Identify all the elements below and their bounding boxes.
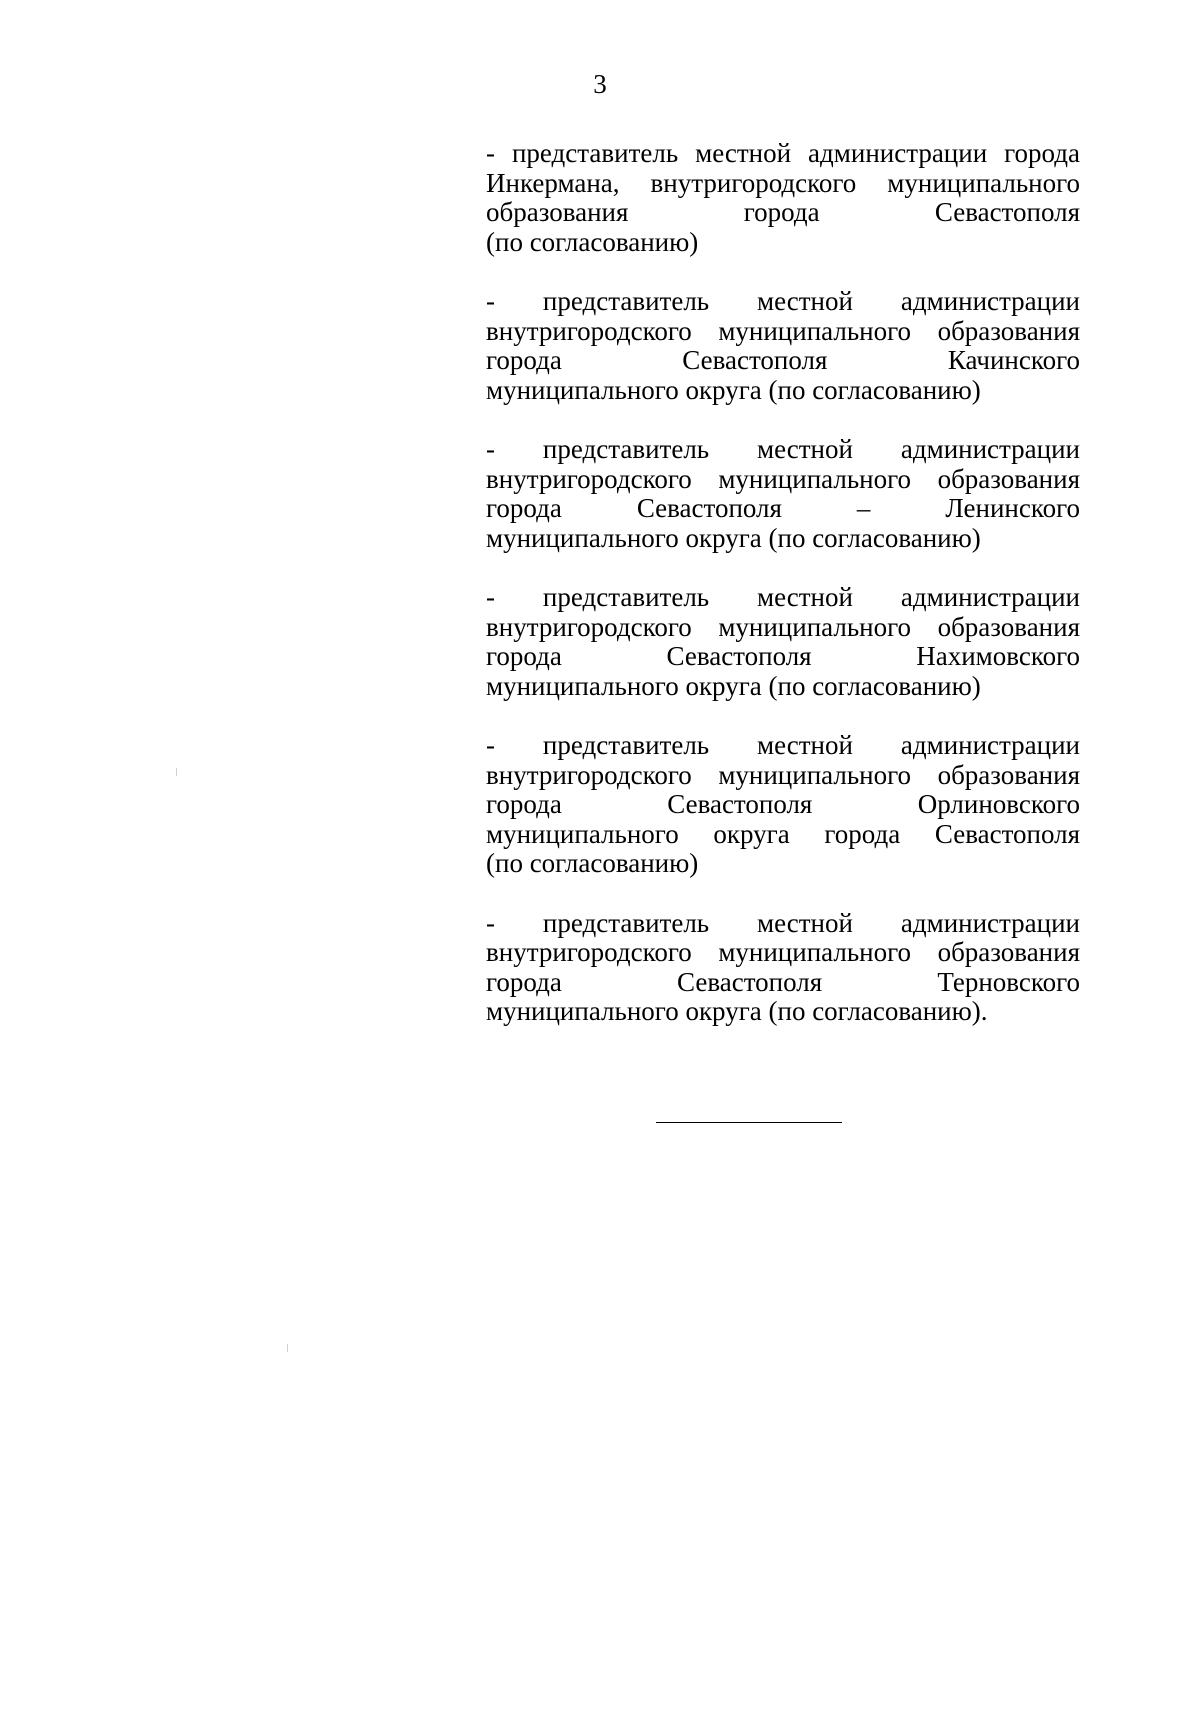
entry-line: - представитель местной администрации города — [486, 138, 1080, 168]
entry-line: (по согласованию) — [486, 848, 699, 878]
scan-artifact — [176, 768, 177, 776]
entry-line: образования города Севастополя — [486, 197, 1080, 227]
entry-line: Инкермана, внутригородского муниципального — [486, 167, 1080, 198]
list-item — [486, 909, 1080, 1027]
entry-line: муниципального округа города Севастополя — [486, 818, 1080, 849]
entry-line: города Севастополя Нахимовского — [486, 641, 1080, 671]
representatives-list — [486, 139, 1080, 1057]
entry-line: муниципального округа (по согласованию) — [486, 522, 981, 553]
entry-line: внутригородского муниципального образования — [486, 759, 1080, 790]
entry-line: (по согласованию) — [486, 226, 699, 257]
scan-artifact — [287, 1344, 288, 1352]
page-number: 3 — [593, 69, 607, 99]
entry-line: муниципального округа (по согласованию) — [486, 374, 981, 405]
entry-line: внутригородского муниципального образования — [486, 937, 1080, 967]
entry-line: города Севастополя Качинского — [486, 345, 1080, 375]
entry-line: - представитель местной администрации — [486, 582, 1080, 612]
entry-line: внутригородского муниципального образования — [486, 611, 1080, 642]
entry-line: города Севастополя – Ленинского — [486, 493, 1080, 523]
entry-line: внутригородского муниципального образования — [486, 463, 1080, 494]
list-item — [486, 583, 1080, 701]
entry-line: - представитель местной администрации — [486, 907, 1080, 938]
entry-line: - представитель местной администрации — [486, 286, 1080, 316]
list-item — [486, 139, 1080, 257]
entry-line: города Севастополя Орлиновского — [486, 789, 1080, 819]
list-item — [486, 287, 1080, 405]
list-item — [486, 435, 1080, 553]
entry-line: - представитель местной администрации — [486, 730, 1080, 760]
entry-line: города Севастополя Терновского — [486, 966, 1080, 997]
list-item — [486, 731, 1080, 879]
entry-line: муниципального округа (по согласованию). — [486, 996, 988, 1026]
entry-line: внутригородского муниципального образования — [486, 315, 1080, 346]
entry-line: - представитель местной администрации — [486, 434, 1080, 464]
entry-line: муниципального округа (по согласованию) — [486, 670, 981, 701]
end-of-list-rule — [656, 1122, 842, 1123]
